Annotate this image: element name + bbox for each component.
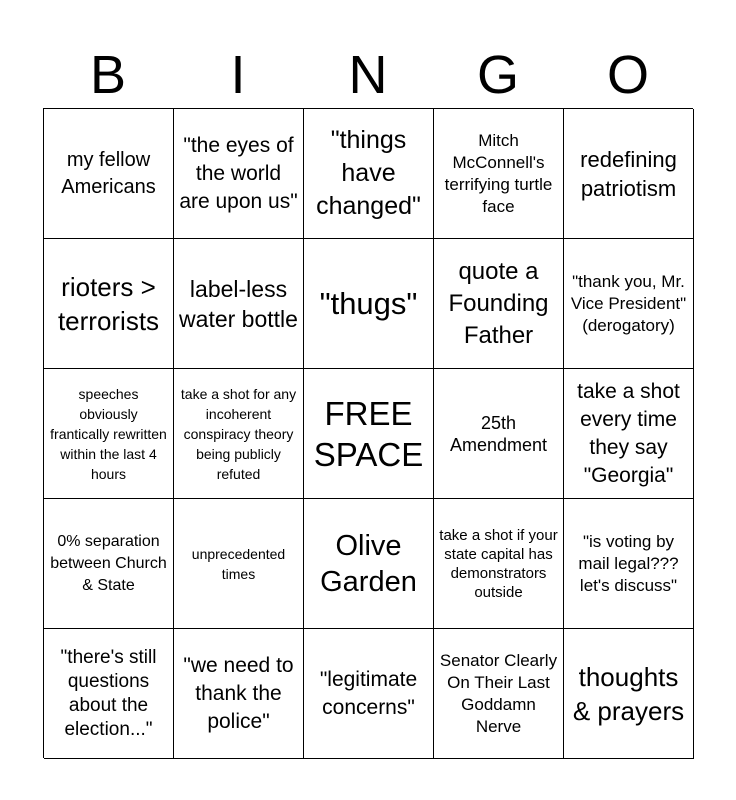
bingo-cell[interactable]: [44, 109, 174, 239]
bingo-cell[interactable]: [304, 239, 434, 369]
header-letter-n: N: [348, 45, 388, 105]
bingo-cell[interactable]: [44, 369, 174, 499]
bingo-cell[interactable]: [174, 369, 304, 499]
header-letter-o: O: [606, 45, 649, 105]
bingo-cell[interactable]: [434, 369, 564, 499]
header-letter-i: I: [230, 45, 246, 105]
cell-text: redefining patriotism: [580, 146, 677, 201]
cell-text: take a shot for any incoherent conspiracy theory being publicly refuted: [180, 385, 297, 482]
cell-text: quote a Founding Father: [448, 257, 549, 349]
cell-text: take a shot if your state capital has demonstrators outside: [439, 526, 558, 601]
bingo-board: [43, 108, 693, 758]
cell-text: "there's still questions about the election...": [60, 646, 157, 740]
header-letter-g: G: [476, 45, 519, 105]
bingo-cell[interactable]: [304, 499, 434, 629]
cell-text: "thugs": [319, 285, 418, 321]
bingo-cell[interactable]: [304, 109, 434, 239]
free-space-text: FREE SPACE: [313, 394, 424, 473]
bingo-header: [43, 42, 693, 108]
bingo-cell[interactable]: [564, 629, 694, 759]
cell-text: "is voting by mail legal??? let's discuss": [578, 531, 679, 595]
bingo-cell[interactable]: [434, 109, 564, 239]
bingo-cell[interactable]: [564, 369, 694, 499]
cell-text: speeches obviously frantically rewritten within the last 4 hours: [50, 385, 167, 482]
cell-text: label-less water bottle: [179, 275, 298, 332]
cell-text: "we need to thank the police": [183, 653, 294, 733]
cell-text: 25th Amendment: [449, 412, 548, 455]
bingo-cell[interactable]: [174, 239, 304, 369]
bingo-cell[interactable]: [174, 109, 304, 239]
bingo-cell[interactable]: [174, 499, 304, 629]
cell-text: "the eyes of the world are upon us": [179, 133, 298, 213]
cell-text: Mitch McConnell's terrifying turtle face: [444, 130, 553, 216]
bingo-cell[interactable]: [304, 369, 434, 499]
bingo-cell[interactable]: [44, 629, 174, 759]
cell-text: "thank you, Mr. Vice President" (derogatory): [570, 271, 687, 335]
bingo-cell[interactable]: [304, 629, 434, 759]
cell-text: Senator Clearly On Their Last Goddamn Nerve: [439, 650, 558, 736]
cell-text: rioters > terrorists: [57, 271, 160, 336]
bingo-cell[interactable]: [564, 109, 694, 239]
bingo-cell[interactable]: [174, 629, 304, 759]
cell-text: my fellow Americans: [61, 148, 156, 198]
bingo-cell[interactable]: [434, 239, 564, 369]
bingo-cell[interactable]: [434, 629, 564, 759]
bingo-cell[interactable]: [434, 499, 564, 629]
header-letter-b: B: [89, 45, 127, 105]
cell-text: take a shot every time they say "Georgia": [577, 379, 680, 487]
cell-text: Olive Garden: [320, 529, 417, 598]
cell-text: unprecedented times: [191, 545, 286, 582]
cell-text: "things have changed": [316, 126, 421, 220]
cell-text: thoughts & prayers: [572, 661, 685, 726]
bingo-cell[interactable]: [44, 239, 174, 369]
bingo-cell[interactable]: [44, 499, 174, 629]
bingo-cell[interactable]: [564, 499, 694, 629]
bingo-cell[interactable]: [564, 239, 694, 369]
cell-text: 0% separation between Church & State: [50, 532, 167, 594]
cell-text: "legitimate concerns": [319, 667, 418, 719]
